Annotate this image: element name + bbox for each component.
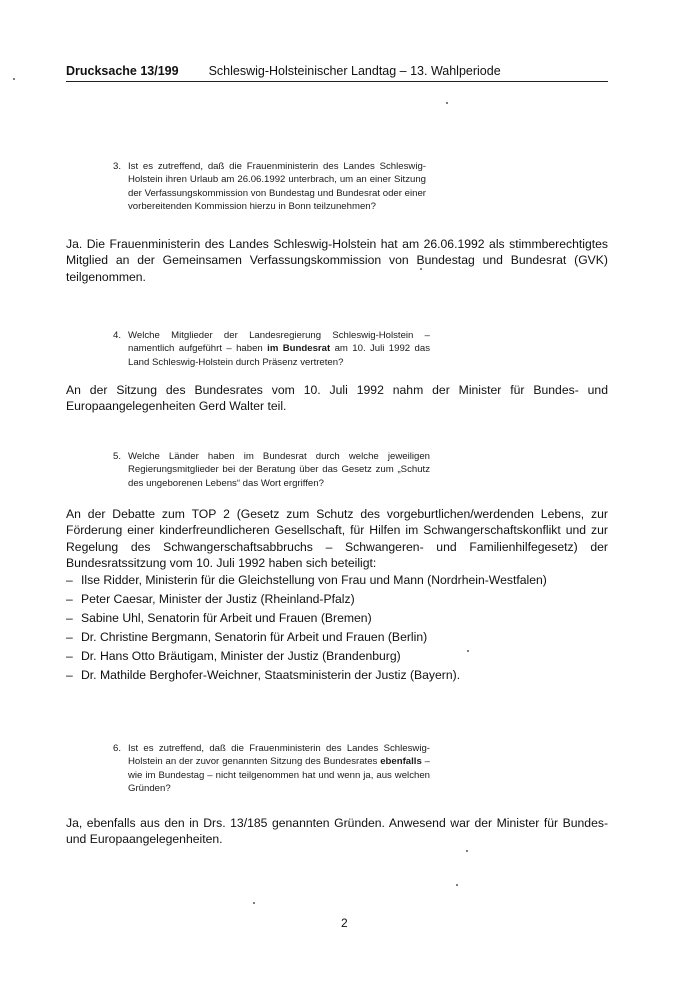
header-title: Schleswig-Holsteinischer Landtag – 13. Wahlperiode <box>208 64 501 78</box>
question-4 <box>113 329 430 369</box>
question-text: Welche Länder haben im Bundesrat durch welche jeweiligen Regierungsmitglieder bei der Beratung über das Gesetz zum „Schutz des ungeborenen Lebens“ das Wort ergriffen? <box>128 451 430 489</box>
scan-speck <box>13 78 15 80</box>
question-3 <box>113 160 426 214</box>
scan-speck <box>456 884 458 886</box>
scan-speck <box>253 902 255 904</box>
drucksache-number: Drucksache 13/199 <box>66 64 179 78</box>
list-item: – Peter Caesar, Minister der Justiz (Rheinland-Pfalz) <box>66 591 355 606</box>
list-item: – Sabine Uhl, Senatorin für Arbeit und Frauen (Bremen) <box>66 610 372 625</box>
question-5 <box>113 450 430 490</box>
answer-6: Ja, ebenfalls aus den in Drs. 13/185 genannten Gründen. Anwesend war der Minister für Bundes- und Europaangelegenheiten. <box>66 816 608 847</box>
list-item: – Ilse Ridder, Ministerin für die Gleichstellung von Frau und Mann (Nordrhein-Westfalen) <box>66 573 547 587</box>
scan-speck <box>466 850 468 852</box>
scan-speck <box>467 650 469 652</box>
question-6 <box>113 742 430 796</box>
page-number: 2 <box>341 916 348 930</box>
question-text-part: Welche Mitglieder der Landesregierung Schleswig-Holstein – namentlich aufgeführt – haben <box>128 330 430 355</box>
list-item: – Dr. Christine Bergmann, Senatorin für Arbeit und Frauen (Berlin) <box>66 629 428 644</box>
question-text-part: – wie im Bundestag – nicht teilgenommen hat und wenn ja, aus welchen Gründen? <box>128 756 430 795</box>
scan-speck <box>420 268 422 270</box>
question-number: 3. <box>113 161 122 172</box>
question-number: 5. <box>113 451 122 462</box>
answer-5-intro: An der Debatte zum TOP 2 (Gesetz zum Schutz des vorgeburtlichen/werdenden Lebens, zur Förderung einer kinderfreundlicheren Gesellschaft, für Hilfen im Schwangerschaftskonflikt und zur Regelung des Schwangerschaftsabbruchs – Schwangeren- und Familienhilfegesetz) der Bundesratssitzung vom 10. Juli 1992 haben sich beteiligt: <box>66 507 608 571</box>
question-number: 6. <box>113 743 122 754</box>
question-text-part: Ist es zutreffend, daß die Frauenministerin des Landes Schleswig-Holstein an der zuvor genannten Sitzung des Bundesrates <box>128 743 430 768</box>
question-text: Ist es zutreffend, daß die Frauenministerin des Landes Schleswig-Holstein ihren Urlaub am 26.06.1992 unterbrach, um an einer Sitzung der Verfassungskommission von Bundestag und Bundesrat oder einer vorbereitenden Kommission hierzu in Bonn teilzunehmen? <box>128 161 426 213</box>
question-emphasis: im Bundesrat <box>267 343 331 355</box>
question-text-part: am 10. Juli 1992 das Land Schleswig-Holstein durch Präsenz vertreten? <box>128 343 430 368</box>
scan-speck <box>446 102 448 104</box>
page-header <box>66 64 608 82</box>
question-emphasis: ebenfalls <box>380 756 422 768</box>
answer-4: An der Sitzung des Bundesrates vom 10. Juli 1992 nahm der Minister für Bundes- und Europaangelegenheiten Gerd Walter teil. <box>66 383 608 414</box>
answer-3: Ja. Die Frauenministerin des Landes Schleswig-Holstein hat am 26.06.1992 als stimmberechtigtes Mitglied an der Gemeinsamen Verfassungskommission von Bundestag und Bundesrat (GVK) teilgenommen. <box>66 237 608 284</box>
question-number: 4. <box>113 330 122 341</box>
speaker-list <box>66 572 608 685</box>
list-item: – Dr. Hans Otto Bräutigam, Minister der Justiz (Brandenburg) <box>66 648 401 663</box>
list-item: – Dr. Mathilde Berghofer-Weichner, Staatsministerin der Justiz (Bayern). <box>66 667 461 682</box>
